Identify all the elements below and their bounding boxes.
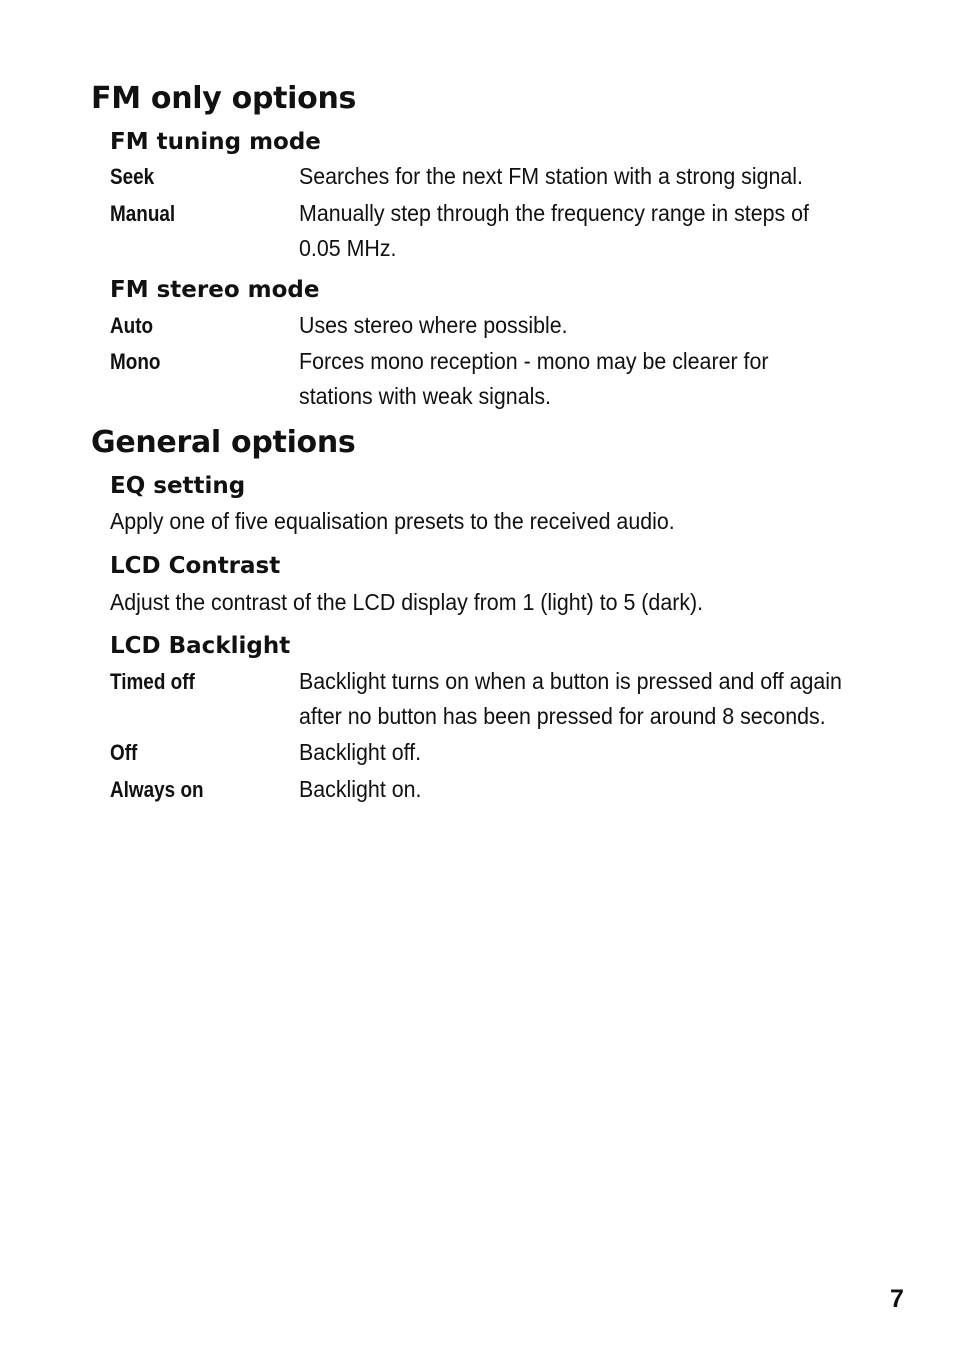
mono-description-line: stations with weak signals.: [299, 383, 551, 409]
mono-description-line: Forces mono reception - mono may be clearer for: [299, 348, 769, 374]
fm-stereo-mode-heading: FM stereo mode: [110, 277, 320, 303]
seek-description: [299, 159, 939, 194]
timed-off-description-line: Backlight turns on when a button is pressed and off again: [299, 668, 842, 694]
manual-term: Manual: [110, 201, 176, 226]
auto-term: Auto: [110, 313, 154, 338]
general-options-title: General options: [91, 425, 356, 460]
always-on-description: [299, 772, 939, 807]
timed-off-term: Timed off: [110, 669, 195, 694]
timed-off-description: [299, 664, 939, 734]
always-on-term: Always on: [110, 777, 204, 802]
seek-term: Seek: [110, 164, 155, 189]
page-number: 7: [890, 1285, 904, 1313]
fm-tuning-mode-heading: FM tuning mode: [110, 129, 321, 155]
lcd-contrast-text: Adjust the contrast of the LCD display from 1 (light) to 5 (dark).: [110, 589, 704, 615]
manual-description-line: Manually step through the frequency range in steps of: [299, 200, 809, 226]
fm-options-title: FM only options: [91, 81, 357, 116]
timed-off-description-line: after no button has been pressed for around 8 seconds.: [299, 703, 826, 729]
manual-description: [299, 196, 939, 266]
off-description-line: Backlight off.: [299, 739, 422, 765]
manual-description-line: 0.05 MHz.: [299, 235, 397, 261]
off-term: Off: [110, 740, 138, 765]
eq-setting-heading: EQ setting: [110, 473, 246, 499]
lcd-contrast-heading: LCD Contrast: [110, 553, 281, 579]
lcd-backlight-heading: LCD Backlight: [110, 633, 291, 659]
mono-description: [299, 344, 939, 414]
mono-term: Mono: [110, 349, 161, 374]
auto-description-line: Uses stereo where possible.: [299, 312, 568, 338]
eq-setting-text: Apply one of five equalisation presets to the received audio.: [110, 508, 675, 534]
off-description: [299, 735, 939, 770]
always-on-description-line: Backlight on.: [299, 776, 422, 802]
seek-description-line: Searches for the next FM station with a strong signal.: [299, 163, 803, 189]
auto-description: [299, 308, 939, 343]
